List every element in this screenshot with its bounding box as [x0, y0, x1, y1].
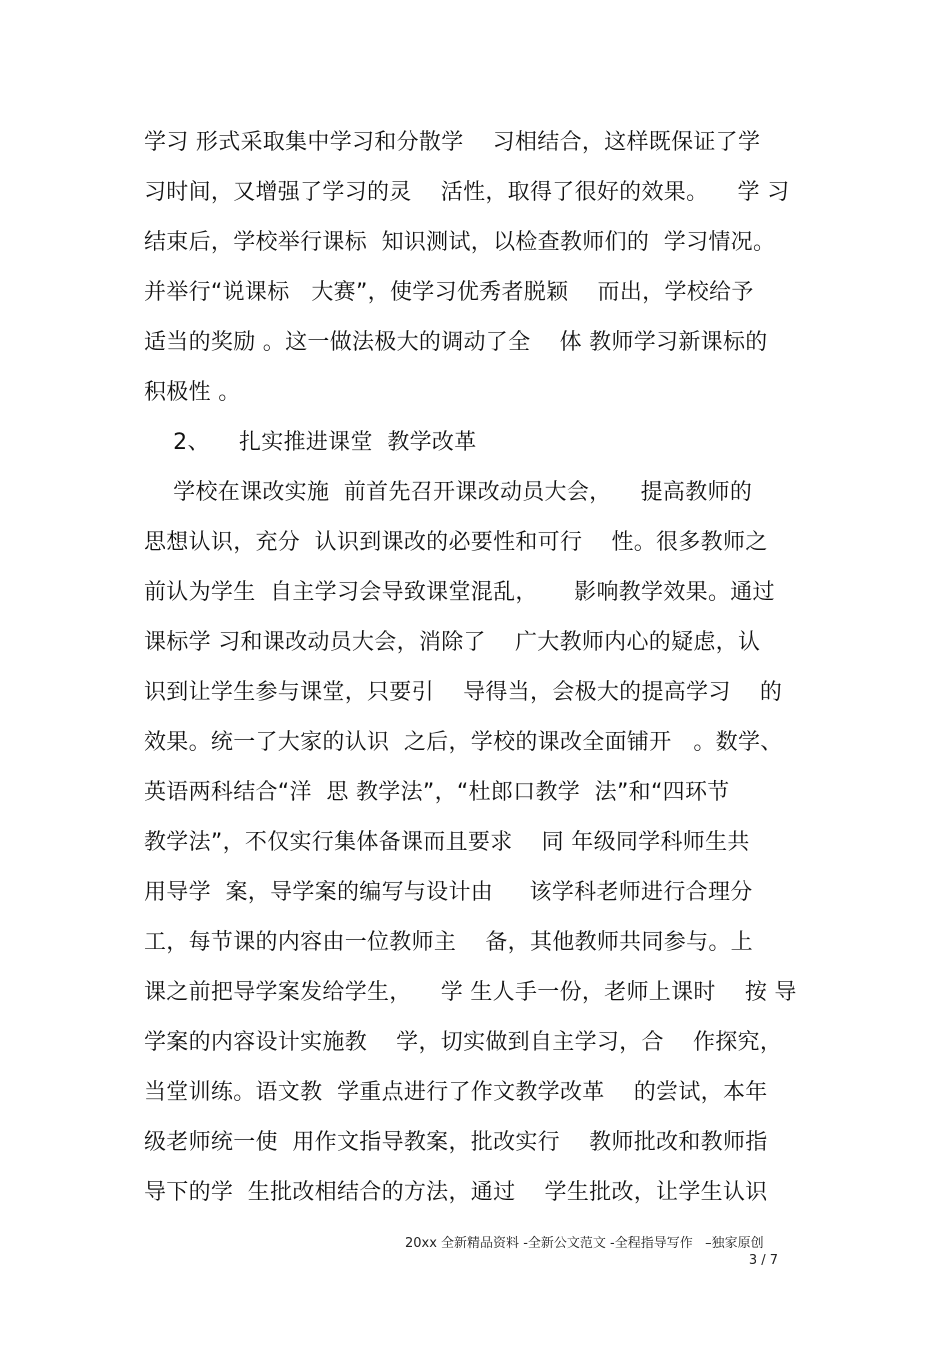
text-line: 当堂训练。语文教 学重点进行了作文教学改革 的尝试，本年 — [144, 1080, 768, 1105]
text-line: 工，每节课的内容由一位教师主 备，其他教师共同参与。上 — [144, 930, 753, 955]
text-line: 导下的学 生批改相结合的方法，通过 学生批改，让学生认识 — [144, 1180, 768, 1205]
text-line: 适当的奖励 。这一做法极大的调动了全 体 教师学习新课标的 — [144, 330, 768, 355]
text-line: 级老师统一使 用作文指导教案，批改实行 教师批改和教师指 — [144, 1130, 768, 1155]
section-heading: 2、 扎实推进课堂 教学改革 — [144, 430, 477, 455]
text-line: 教学法”，不仅实行集体备课而且要求 同 年级同学科师生共 — [144, 830, 750, 855]
text-line: 积极性 。 — [144, 380, 241, 405]
page-number: 3 / 7 — [748, 1253, 778, 1268]
text-line: 效果。统一了大家的认识 之后，学校的课改全面铺开 。数学、 — [144, 730, 783, 755]
text-line: 学案的内容设计实施教 学，切实做到自主学习，合 作探究， — [144, 1030, 783, 1055]
text-line: 习时间，又增强了学习的灵 活性，取得了很好的效果。 学 习 — [144, 180, 790, 205]
text-line: 并举行“说课标 大赛”，使学习优秀者脱颖 而出，学校给予 — [144, 280, 754, 305]
text-line: 用导学 案，导学案的编写与设计由 该学科老师进行合理分 — [144, 880, 753, 905]
text-line: 英语两科结合“洋 思 教学法”，“杜郎口教学 法”和“四环节 — [144, 780, 730, 805]
text-line: 前认为学生 自主学习会导致课堂混乱， 影响教学效果。通过 — [144, 580, 775, 605]
text-line: 学习 形式采取集中学习和分散学 习相结合，这样既保证了学 — [144, 130, 761, 155]
text-line: 课之前把导学案发给学生， 学 生人手一份，老师上课时 按 导 — [144, 980, 797, 1005]
text-line: 学校在课改实施 前首先召开课改动员大会， 提高教师的 — [144, 480, 753, 505]
text-line: 思想认识，充分 认识到课改的必要性和可行 性。很多教师之 — [144, 530, 768, 555]
text-line: 识到让学生参与课堂，只要引 导得当，会极大的提高学习 的 — [144, 680, 783, 705]
document-body — [144, 124, 824, 1224]
page-footer: 20xx 全新精品资料 -全新公文范文 -全程指导写作 –独家原创 — [405, 1236, 764, 1251]
text-line: 课标学 习和课改动员大会，消除了 广大教师内心的疑虑，认 — [144, 630, 761, 655]
text-line: 结束后，学校举行课标 知识测试，以检查教师们的 学习情况。 — [144, 230, 776, 255]
